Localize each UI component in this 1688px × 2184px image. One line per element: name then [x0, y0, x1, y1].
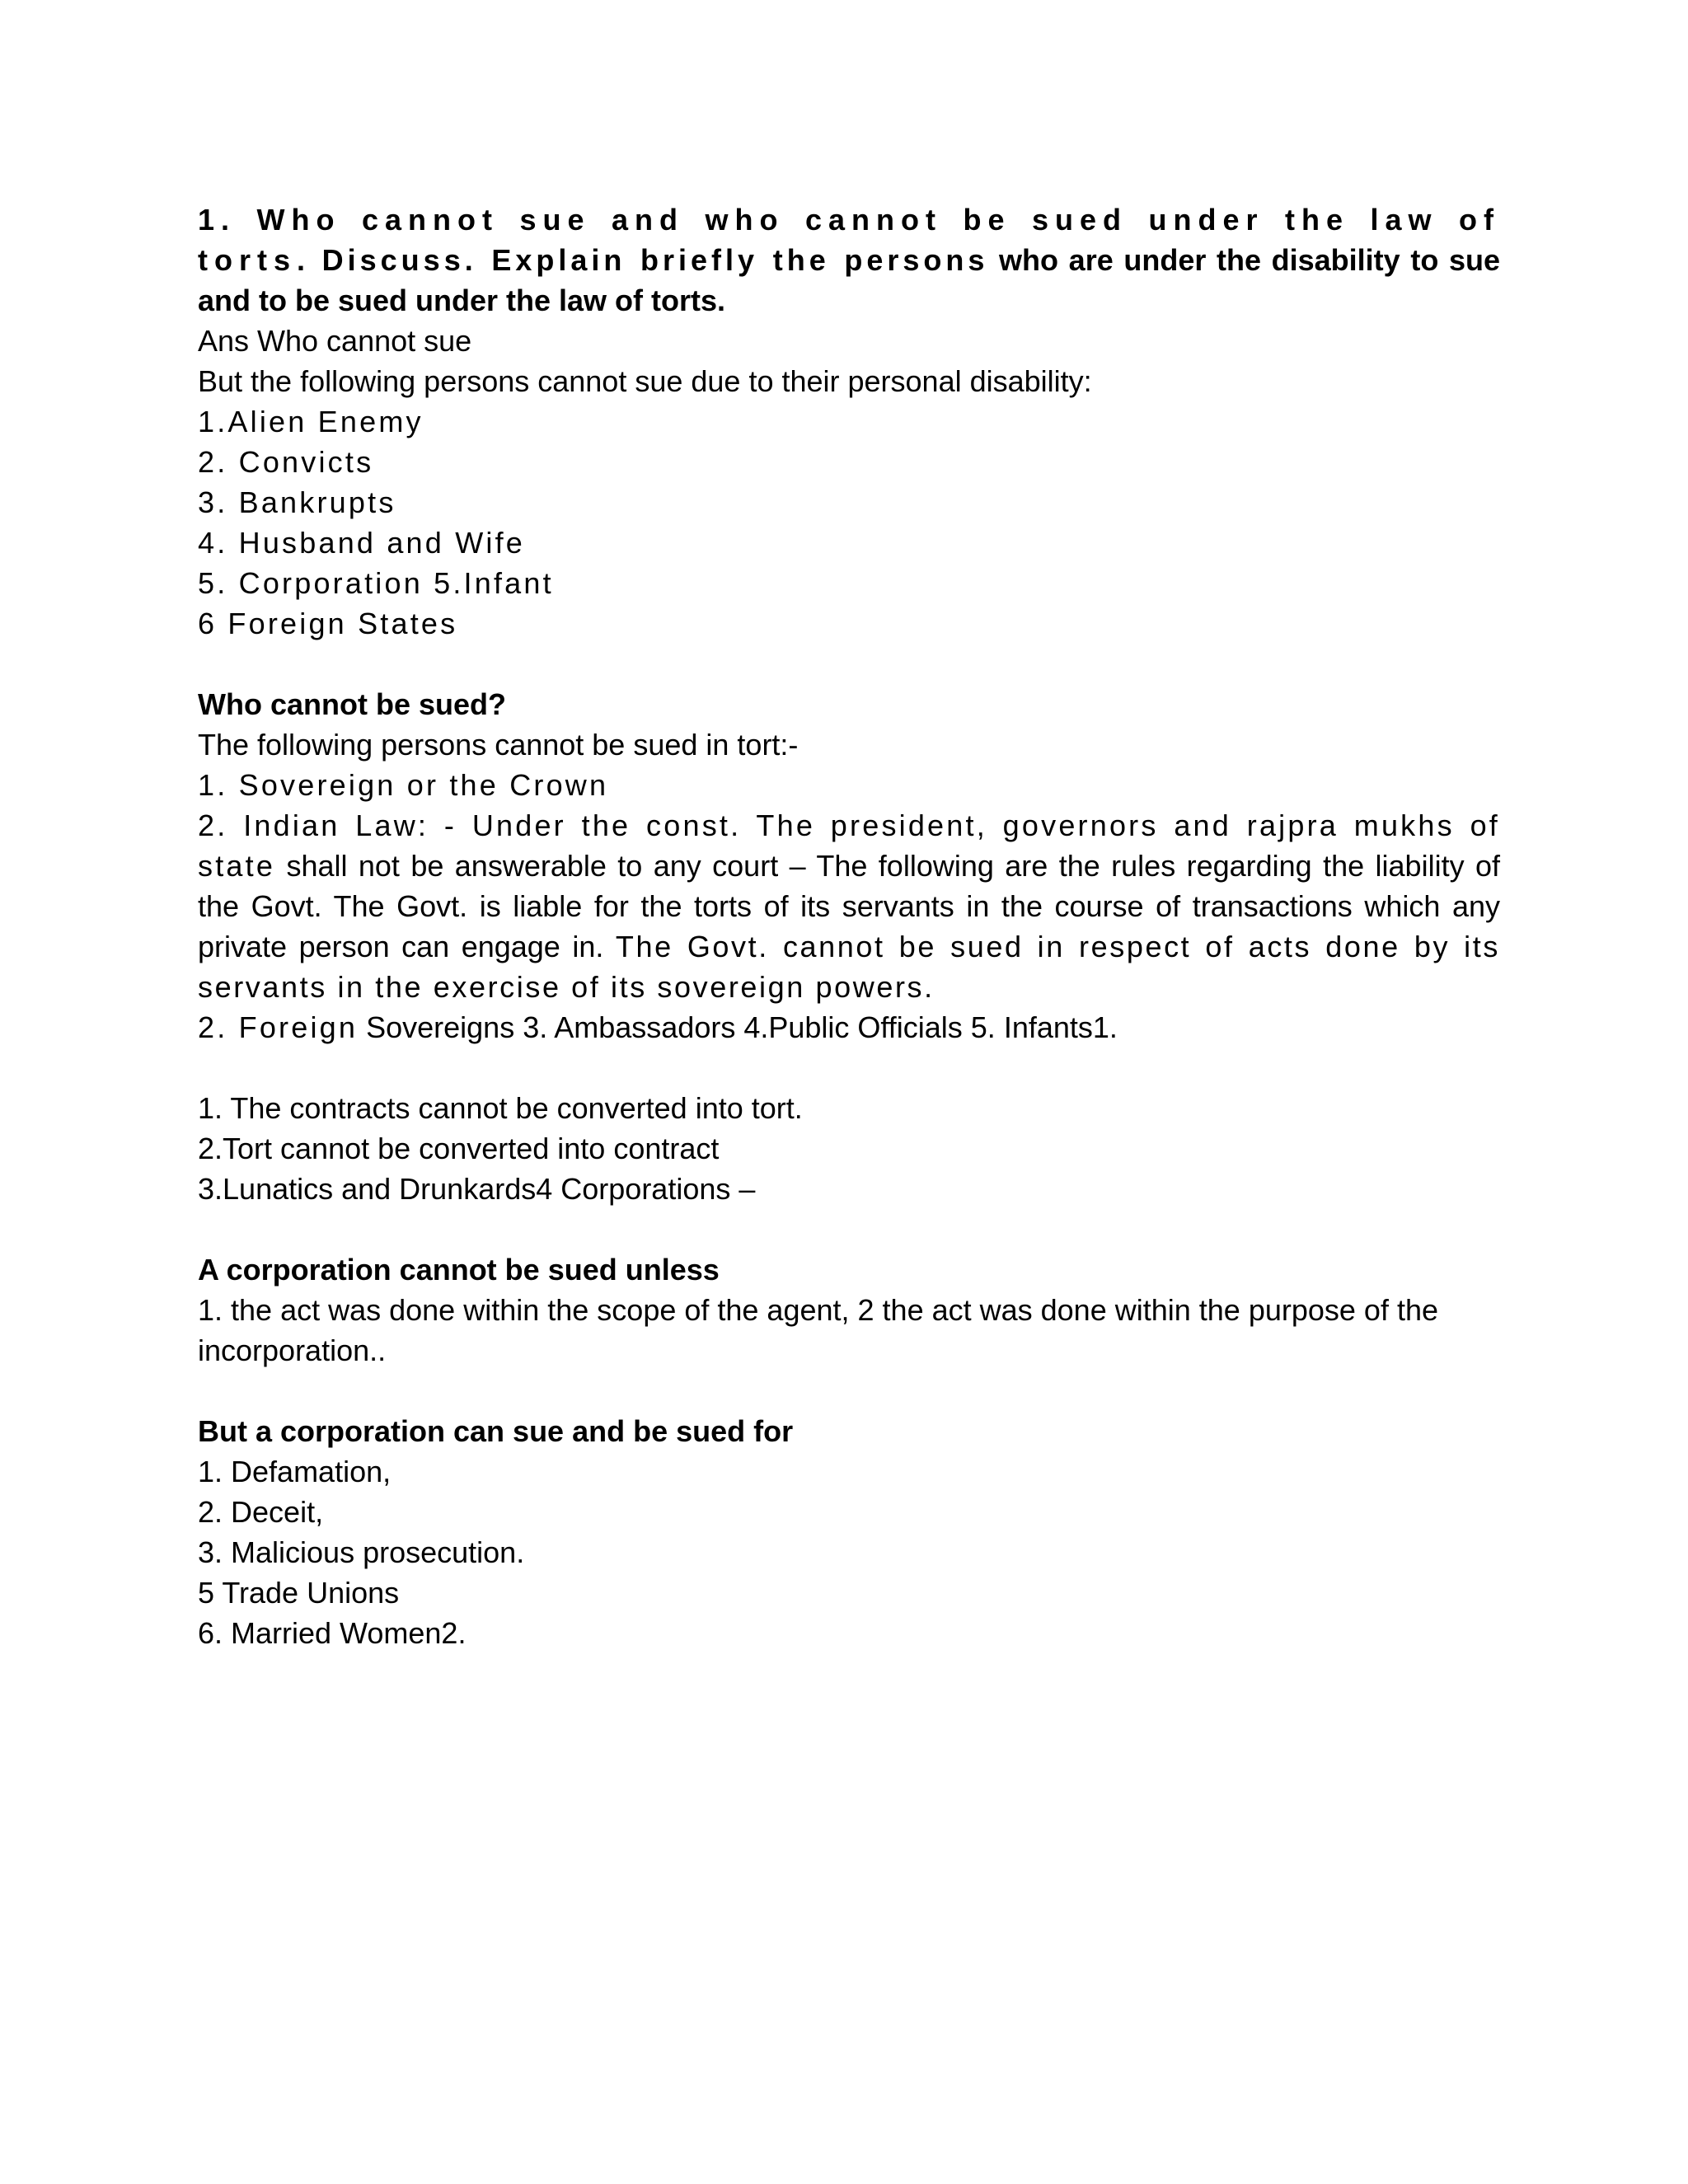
foreign-spaced: 2. Foreign	[198, 1010, 359, 1044]
cannot-sue-item: 2. Convicts	[198, 445, 374, 479]
corporation-can-item: 2. Deceit,	[198, 1495, 324, 1529]
document-body	[198, 199, 1500, 1653]
indian-law-spaced-b: The Govt. cannot be sued in respect of acts done by its servants in the exercise of its sovereign powers.	[198, 930, 1500, 1004]
spacer	[198, 1371, 1500, 1411]
contract-item: 3.Lunatics and Drunkards4 Corporations –	[198, 1172, 756, 1206]
corporation-can-item: 5 Trade Unions	[198, 1576, 400, 1610]
corporation-can-heading: But a corporation can sue and be sued for	[198, 1414, 794, 1448]
cannot-sue-item: 1.Alien Enemy	[198, 405, 424, 438]
corporation-can-item: 3. Malicious prosecution.	[198, 1535, 525, 1569]
cannot-sue-item: 6 Foreign States	[198, 607, 458, 640]
indian-law-normal: shall not be answerable to any court – The following are the rules regarding the liability of the Govt. The Govt. is liable for the torts of its servants in the course of transactions which any private person can engage in.	[198, 849, 1500, 963]
answer-intro: Ans Who cannot sue	[198, 324, 472, 358]
foreign-sovereigns-item	[198, 1007, 1500, 1047]
foreign-normal: Sovereigns 3. Ambassadors 4.Public Officials 5. Infants1.	[358, 1010, 1118, 1044]
question-heading	[198, 199, 1500, 321]
spacer	[198, 1209, 1500, 1249]
cannot-be-sued-intro: The following persons cannot be sued in tort:-	[198, 728, 799, 762]
cannot-sue-item: 4. Husband and Wife	[198, 526, 525, 560]
spacer	[198, 644, 1500, 684]
cannot-sue-item: 3. Bankrupts	[198, 485, 396, 519]
spacer	[198, 1047, 1500, 1088]
indian-law-paragraph	[198, 805, 1500, 1007]
cannot-be-sued-heading: Who cannot be sued?	[198, 687, 506, 721]
corporation-heading: A corporation cannot be sued unless	[198, 1253, 720, 1286]
corporation-can-item: 6. Married Women2.	[198, 1616, 467, 1650]
contract-item: 2.Tort cannot be converted into contract	[198, 1132, 720, 1165]
cannot-sue-intro: But the following persons cannot sue due to their personal disability:	[198, 364, 1092, 398]
corporation-can-item: 1. Defamation,	[198, 1455, 392, 1488]
corporation-text: 1. the act was done within the scope of the agent, 2 the act was done within the purpose of the incorporation..	[198, 1293, 1438, 1367]
question-part-3: who are under the disability to sue and to be sued under the law of torts.	[198, 243, 1500, 317]
indian-law-spaced-a: 2. Indian Law: - Under the const. The president, governors and rajpra mukhs of state	[198, 808, 1500, 883]
contract-item: 1. The contracts cannot be converted into tort.	[198, 1091, 803, 1125]
question-part-1: 1. Who cannot sue and who cannot be sued under the law of torts.	[198, 203, 1500, 277]
question-part-2: Discuss. Explain briefly the persons	[321, 243, 989, 277]
cannot-sue-item: 5. Corporation 5.Infant	[198, 566, 554, 600]
sovereign-item: 1. Sovereign or the Crown	[198, 768, 609, 802]
